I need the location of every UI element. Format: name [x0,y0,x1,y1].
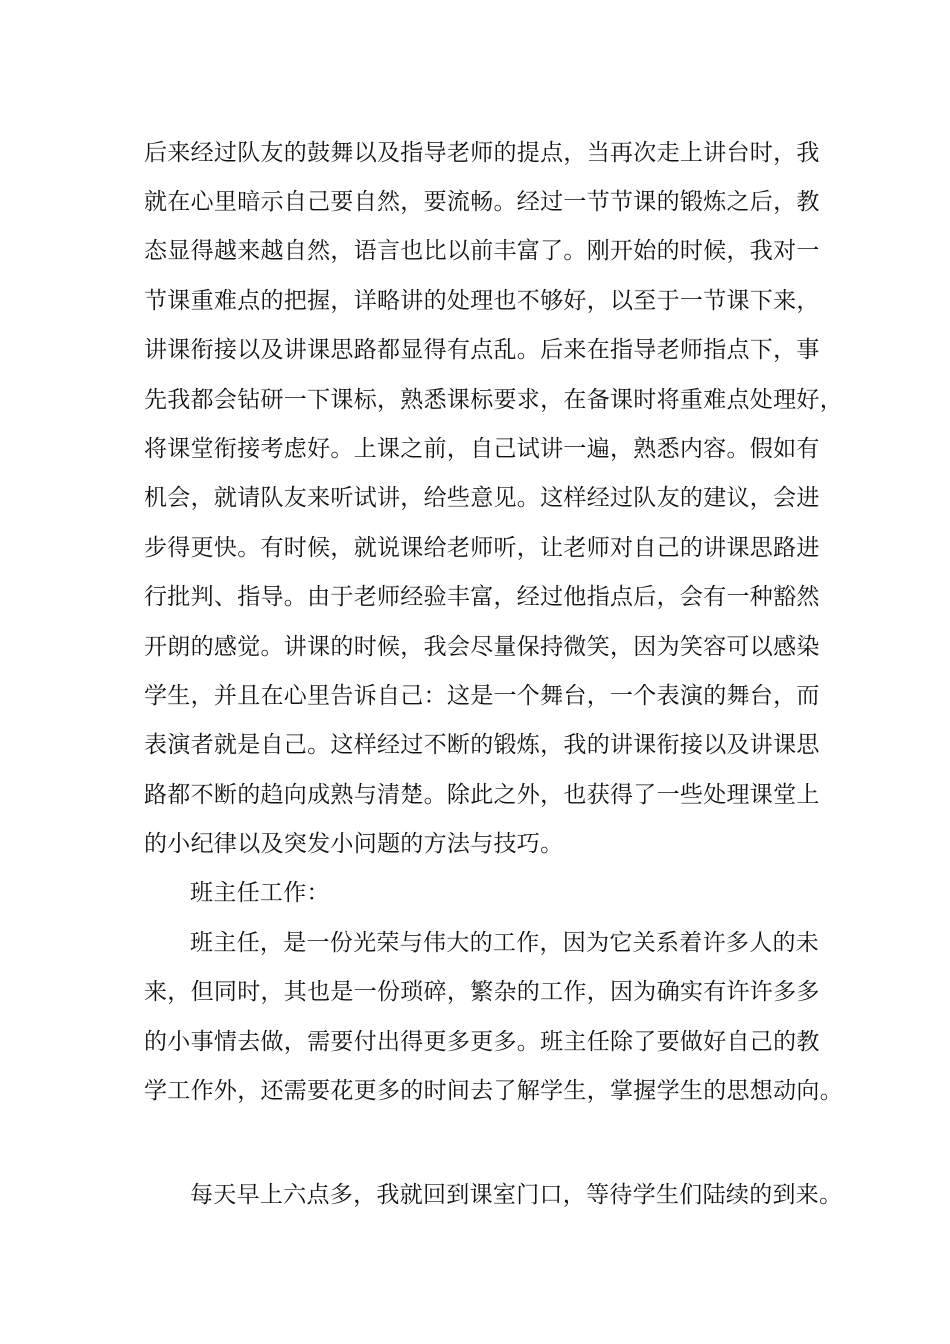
paragraph-line: 来，但同时，其也是一份琐碎，繁杂的工作，因为确实有许许多多 [144,979,820,1005]
paragraph-line: 步得更快。有时候，就说课给老师听，让老师对自己的讲课思路进 [144,535,820,561]
paragraph-line: 的小事情去做，需要付出得更多更多。班主任除了要做好自己的教 [144,1029,820,1055]
paragraph-line: 学工作外，还需要花更多的时间去了解学生，掌握学生的思想动向。 [144,1078,843,1104]
paragraph-line: 路都不断的趋向成熟与清楚。除此之外，也获得了一些处理课堂上 [144,782,820,808]
paragraph-line: 先我都会钻研一下课标，熟悉课标要求，在备课时将重难点处理好， [144,387,843,413]
paragraph-line: 每天早上六点多，我就回到课室门口，等待学生们陆续的到来。 [190,1182,843,1208]
paragraph-line: 节课重难点的把握，详略讲的处理也不够好，以至于一节课下来， [144,288,820,314]
paragraph-line: 开朗的感觉。讲课的时候，我会尽量保持微笑，因为笑容可以感染 [144,634,820,660]
paragraph-line: 的小纪律以及突发小问题的方法与技巧。 [144,831,564,857]
paragraph-line: 后来经过队友的鼓舞以及指导老师的提点，当再次走上讲台时，我 [144,140,820,166]
paragraph-line: 行批判、指导。由于老师经验丰富，经过他指点后，会有一种豁然 [144,584,820,610]
paragraph-line: 将课堂衔接考虑好。上课之前，自己试讲一遍，熟悉内容。假如有 [144,436,820,462]
paragraph-line: 班主任，是一份光荣与伟大的工作，因为它关系着许多人的未 [190,930,820,956]
paragraph-line: 就在心里暗示自己要自然，要流畅。经过一节节课的锻炼之后，教 [144,189,820,215]
section-heading: 班主任工作： [190,880,330,906]
paragraph-line: 态显得越来越自然，语言也比以前丰富了。刚开始的时候，我对一 [144,238,820,264]
paragraph-line: 讲课衔接以及讲课思路都显得有点乱。后来在指导老师指点下，事 [144,337,820,363]
paragraph-line: 机会，就请队友来听试讲，给些意见。这样经过队友的建议，会进 [144,485,820,511]
paragraph-line: 学生，并且在心里告诉自己：这是一个舞台，一个表演的舞台，而 [144,683,820,709]
paragraph-line: 表演者就是自己。这样经过不断的锻炼，我的讲课衔接以及讲课思 [144,732,820,758]
